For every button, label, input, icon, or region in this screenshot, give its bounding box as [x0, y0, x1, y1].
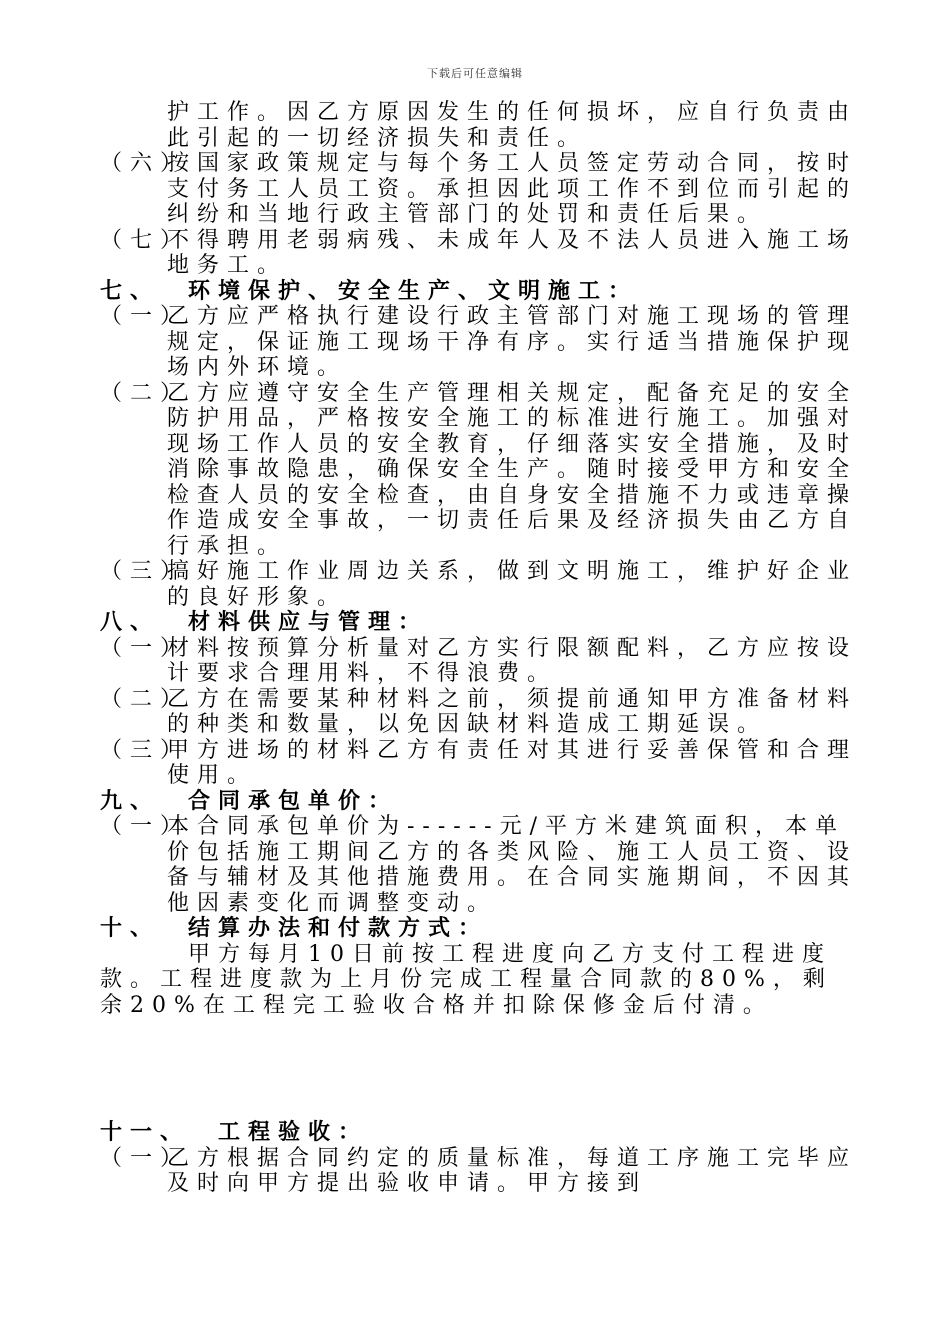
clause-8-1 [100, 636, 860, 687]
clause-7-2 [100, 381, 860, 560]
spacer [100, 1018, 860, 1120]
clause-text: 乙方应遵守安全生产管理相关规定，配备充足的安全防护用品，严格按安全施工的标准进行施工。加强对现场工作人员的安全教育，仔细落实安全措施，及时消除事故隐患，确保安全生产。随时接受甲方和安全检查人员的安全检查，由自身安全措施不力或违章操作造成安全事故，一切责任后果及经济损失由乙方自行承担。 [167, 380, 858, 559]
clause-number: （二） [100, 380, 191, 406]
section-heading-9 [100, 789, 860, 815]
clause-text: 乙方在需要某种材料之前，须提前通知甲方准备材料的种类和数量，以免因缺材料造成工期延误。 [167, 686, 858, 737]
clause-7-3 [100, 559, 860, 610]
clause-number: （一） [100, 1145, 191, 1171]
section-heading-7 [100, 279, 860, 305]
clause-number: （一） [100, 814, 191, 839]
clause-8-2 [100, 687, 860, 738]
clause-text: 乙方应严格执行建设行政主管部门对施工现场的管理规定，保证施工现场干净有序。实行适当措施保护现场内外环境。 [167, 304, 858, 380]
clause-text: 甲方进场的材料乙方有责任对其进行妥善保管和合理使用。 [167, 737, 858, 788]
section-title: 结算办法和付款方式： [188, 915, 489, 941]
clause-7 [100, 228, 860, 279]
section-number: 七、 [100, 277, 161, 304]
contract-document [100, 100, 860, 1197]
section-number: 十、 [100, 915, 161, 941]
clause-text: 搞好施工作业周边关系，做到文明施工，维护好企业的良好形象。 [167, 559, 858, 610]
clause-number: （二） [100, 686, 191, 712]
clause-number: （三） [100, 559, 191, 584]
clause-number: （三） [100, 737, 191, 763]
section-title: 工程验收： [218, 1119, 369, 1145]
clause-text: 材料按预算分析量对乙方实行限额配料，乙方应按设计要求合理用料，不得浪费。 [167, 635, 858, 686]
clause-text: 本合同承包单价为------元/平方米建筑面积，本单价包括施工期间乙方的各类风险、施工人员工资、设备与辅材及其他措施费用。在合同实施期间，不因其他因素变化而调整变动。 [167, 814, 858, 916]
clause-9-1 [100, 814, 860, 916]
section-10-paragraph: 甲方每月10日前按工程进度向乙方支付工程进度款。工程进度款为上月份完成工程量合同款的80%，剩余20%在工程完工验收合格并扣除保修金后付清。 [100, 941, 833, 1018]
clause-7-1 [100, 304, 860, 381]
clause-number: （七） [100, 227, 191, 253]
section-title: 环境保护、安全生产、文明施工： [188, 277, 639, 304]
section-number: 八、 [100, 609, 161, 635]
section-title: 材料供应与管理： [188, 609, 429, 635]
section-heading-10 [100, 916, 860, 942]
clause-8-3 [100, 738, 860, 789]
clause-text: 按国家政策规定与每个务工人员签定劳动合同，按时支付务工人员工资。承担因此项工作不到位而引起的纠纷和当地行政主管部门的处罚和责任后果。 [167, 151, 858, 227]
clause-number: （一） [100, 304, 191, 329]
section-heading-11 [100, 1120, 860, 1146]
paragraph-continued: 护工作。因乙方原因发生的任何损坏，应自行负责由此引起的一切经济损失和责任。 [167, 100, 858, 151]
section-title: 合同承包单价： [188, 787, 399, 814]
clause-text: 乙方根据合同约定的质量标准，每道工序施工完毕应及时向甲方提出验收申请。甲方接到 [167, 1145, 858, 1196]
page-header: 下载后可任意编辑 [427, 67, 523, 80]
section-heading-8 [100, 610, 860, 636]
clause-text: 不得聘用老弱病残、未成年人及不法人员进入施工场地务工。 [167, 227, 858, 278]
section-number: 十一、 [100, 1119, 191, 1145]
section-number: 九、 [100, 787, 161, 814]
clause-number: （一） [100, 635, 191, 661]
clause-11-1 [100, 1146, 860, 1197]
clause-number: （六） [100, 151, 191, 176]
clause-6 [100, 151, 860, 228]
